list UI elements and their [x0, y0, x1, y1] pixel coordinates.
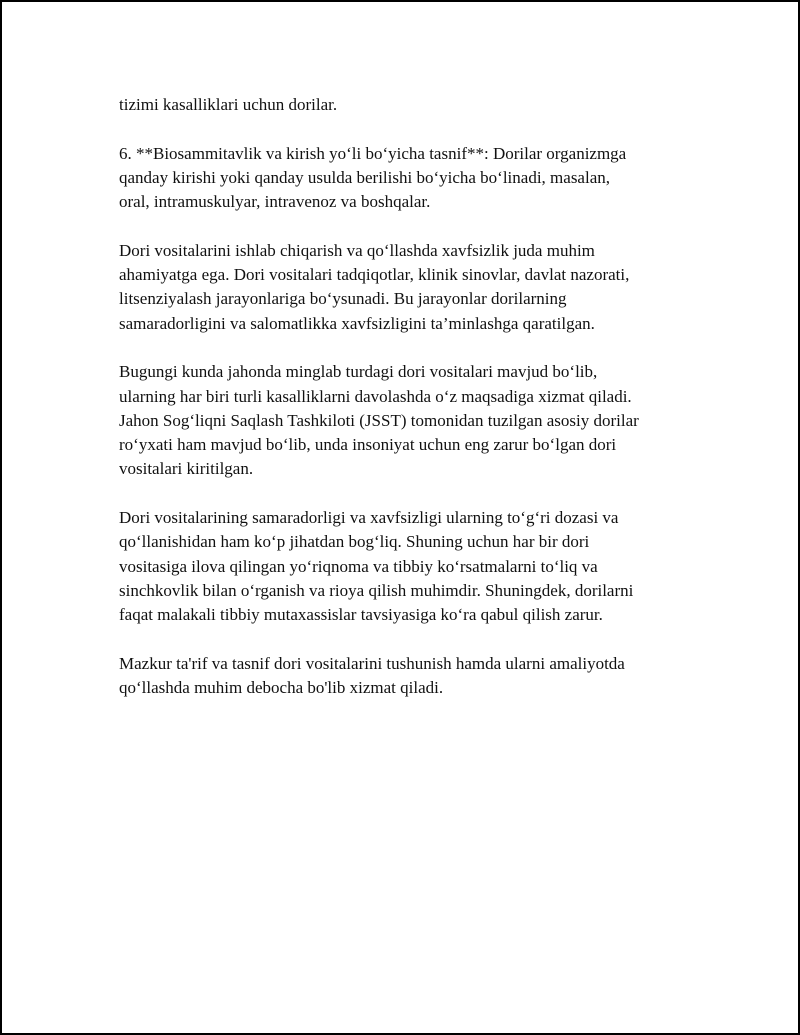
text-line: vositasiga ilova qilingan yo‘riqnoma va tibbiy ko‘rsatmalarni to‘liq va — [119, 556, 598, 576]
text-line: Mazkur ta'rif va tasnif dori vositalarini tushunish hamda ularni amaliyotda — [119, 653, 625, 673]
text-line: ahamiyatga ega. Dori vositalari tadqiqotlar, klinik sinovlar, davlat nazorati, — [119, 265, 630, 285]
text-line: Jahon Sog‘liqni Saqlash Tashkiloti (JSST) tomonidan tuzilgan asosiy dorilar — [119, 410, 639, 430]
paragraph-dosage — [119, 506, 709, 627]
document-body — [119, 93, 709, 725]
text-line: Dori vositalarining samaradorligi va xavfsizligi ularning to‘g‘ri dozasi va — [119, 508, 619, 528]
text-line: tizimi kasalliklari uchun dorilar. — [119, 95, 338, 114]
text-line: litsenziyalash jarayonlariga bo‘ysunadi. Bu jarayonlar dorilarning — [119, 289, 567, 309]
paragraph-conclusion — [119, 652, 709, 701]
text-line: 6. **Biosammitavlik va kirish yo‘li bo‘yicha tasnif**: Dorilar organizmga — [119, 143, 627, 163]
paragraph-continuation — [119, 93, 709, 117]
text-line: qo‘llashda muhim debocha bo'lib xizmat qiladi. — [119, 678, 444, 698]
text-line: oral, intramuskulyar, intravenoz va boshqalar. — [119, 192, 431, 212]
text-line: vositalari kiritilgan. — [119, 459, 254, 479]
paragraph-global-medicines — [119, 360, 709, 481]
text-line: faqat malakali tibbiy mutaxassislar tavsiyasiga ko‘ra qabul qilish zarur. — [119, 605, 603, 625]
text-line: ro‘yxati ham mavjud bo‘lib, unda insoniyat uchun eng zarur bo‘lgan dori — [119, 435, 617, 455]
text-line: Bugungi kunda jahonda minglab turdagi dori vositalari mavjud bo‘lib, — [119, 362, 598, 382]
paragraph-classification-item-6 — [119, 142, 709, 215]
text-line: Dori vositalarini ishlab chiqarish va qo‘llashda xavfsizlik juda muhim — [119, 240, 595, 260]
text-line: sinchkovlik bilan o‘rganish va rioya qilish muhimdir. Shuningdek, dorilarni — [119, 580, 634, 600]
text-line: qanday kirishi yoki qanday usulda berilishi bo‘yicha bo‘linadi, masalan, — [119, 167, 610, 187]
paragraph-safety — [119, 239, 709, 336]
text-line: ularning har biri turli kasalliklarni davolashda o‘z maqsadiga xizmat qiladi. — [119, 386, 632, 406]
text-line: samaradorligini va salomatlikka xavfsizligini ta’minlashga qaratilgan. — [119, 313, 595, 333]
text-line: qo‘llanishidan ham ko‘p jihatdan bog‘liq. Shuning uchun har bir dori — [119, 532, 590, 552]
